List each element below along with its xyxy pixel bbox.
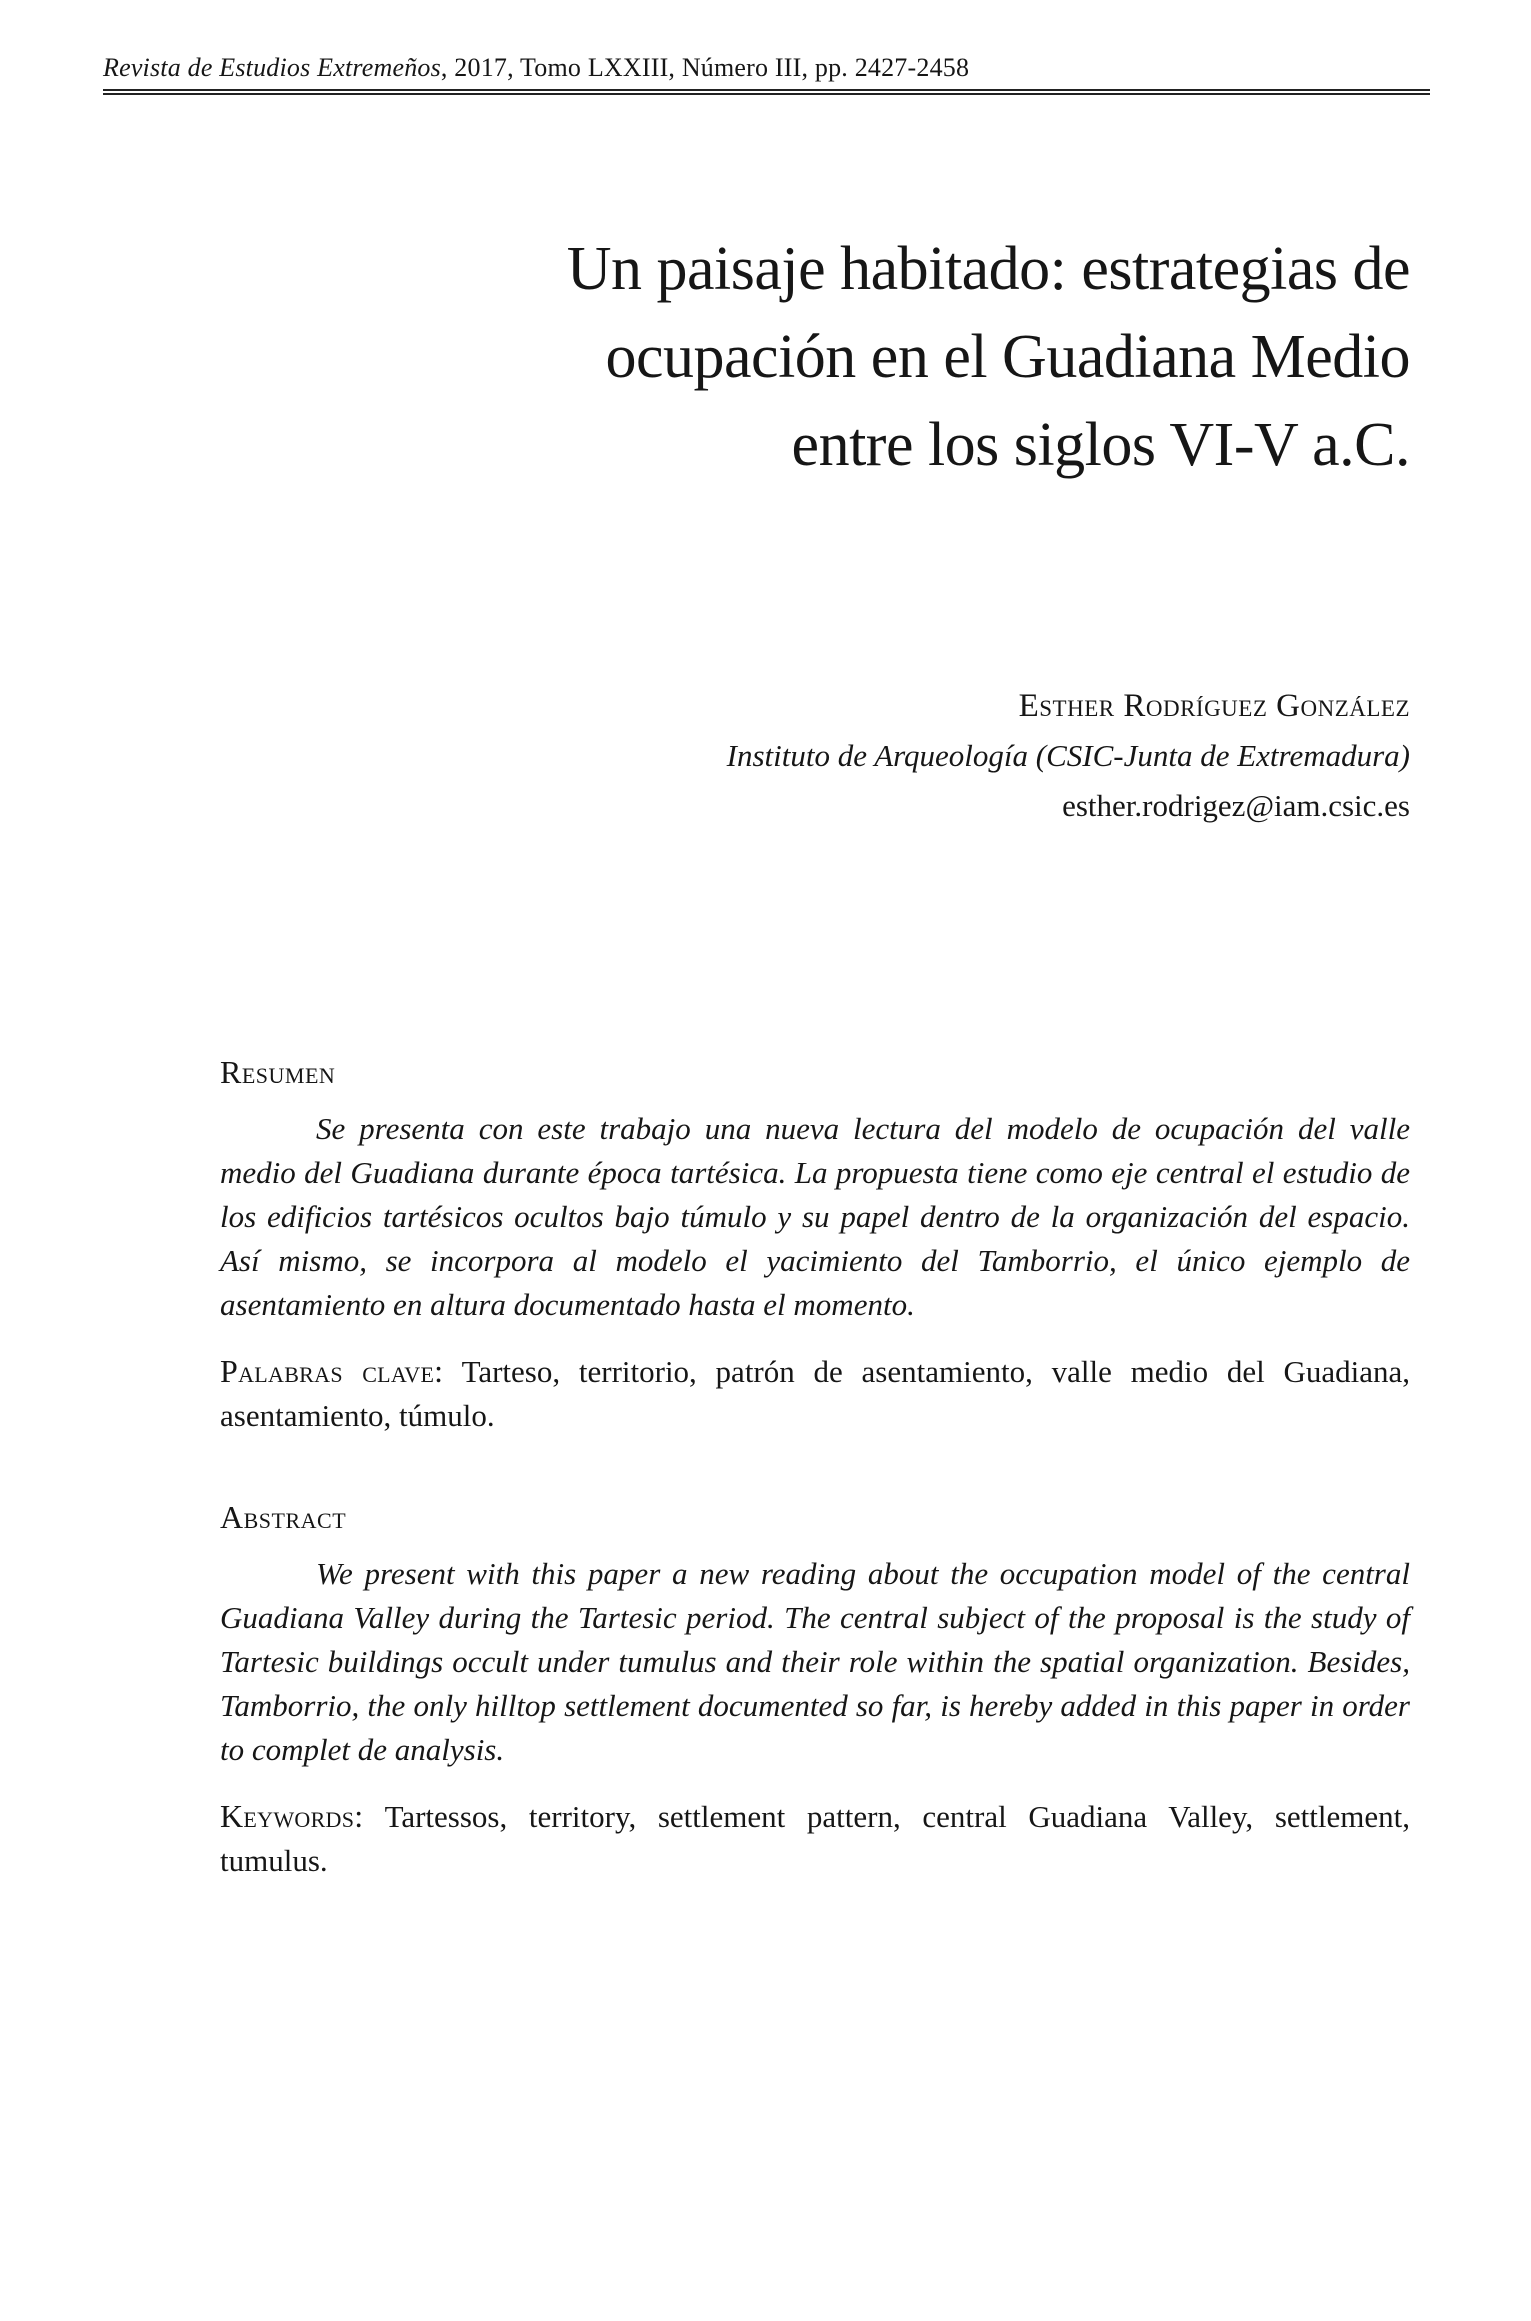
- author-email: esther.rodrigez@iam.csic.es: [1062, 788, 1410, 823]
- article-title: [103, 225, 1410, 489]
- article-title-line-1: Un paisaje habitado: estrategias de: [566, 235, 1410, 303]
- keywords-paragraph: [220, 1794, 1410, 1883]
- abstract-heading: Abstract: [220, 1499, 347, 1535]
- resumen-paragraph: Se presenta con este trabajo una nueva lectura del modelo de ocupación del valle medio del Guadiana durante época tartésica. La propuesta tiene como eje central el estudio de los edificios tartésicos ocultos bajo túmulo y su papel dentro de la organización del espacio. Así mismo, se incorpora al modelo el yacimiento del Tamborrio, el único ejemplo de asentamiento en altura documentado hasta el momento.: [220, 1111, 1410, 1322]
- article-title-line-3: entre los siglos VI-V a.C.: [791, 411, 1410, 479]
- abstract-section: [103, 1498, 1430, 1883]
- text-block: [103, 0, 1430, 1883]
- palabras-clave-label: Palabras clave:: [220, 1353, 444, 1389]
- article-title-line-2: ocupación en el Guadiana Medio: [605, 323, 1410, 391]
- journal-name: Revista de Estudios Extremeños: [103, 53, 441, 82]
- keywords-label: Keywords:: [220, 1798, 364, 1834]
- palabras-clave-text: Tarteso, territorio, patrón de asentamiento, valle medio del Guadiana, asentamiento, túmulo.: [220, 1354, 1410, 1433]
- journal-issue-info: , 2017, Tomo LXXIII, Número III, pp. 2427-2458: [440, 53, 970, 82]
- keywords-text: Tartessos, territory, settlement pattern, central Guadiana Valley, settlement, tumulus.: [220, 1799, 1410, 1878]
- palabras-clave-paragraph: [220, 1349, 1410, 1438]
- header-rule: [103, 89, 1430, 97]
- author-affiliation: Instituto de Arqueología (CSIC-Junta de Extremadura): [726, 738, 1410, 773]
- resumen-section: [103, 1053, 1430, 1438]
- abstract-paragraph: We present with this paper a new reading about the occupation model of the central Guadiana Valley during the Tartesic period. The central subject of the proposal is the study of Tartesic buildings occult under tumulus and their role within the spatial organization. Besides, Tamborrio, the only hilltop settlement documented so far, is hereby added in this paper in order to complet de analysis.: [220, 1556, 1410, 1767]
- author-block: [103, 681, 1410, 831]
- resumen-heading: Resumen: [220, 1054, 336, 1090]
- author-name: Esther Rodríguez González: [1018, 688, 1410, 724]
- running-header: [103, 52, 1430, 84]
